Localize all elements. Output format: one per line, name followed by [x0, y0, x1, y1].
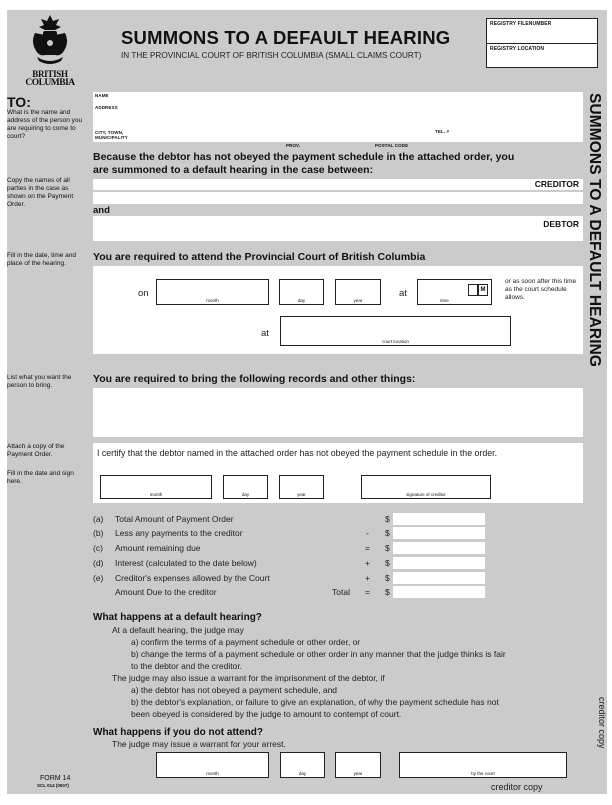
and-label: and	[93, 205, 110, 216]
warrant-intro: The judge may also issue a warrant for the imprisonment of the debtor, if	[112, 673, 385, 683]
absent-heading: What happens if you do not attend?	[93, 727, 263, 738]
day-label: day	[298, 771, 307, 776]
certify-day-input[interactable]	[223, 475, 268, 499]
row-letter: (e)	[93, 573, 104, 583]
court-month-input[interactable]	[156, 752, 269, 778]
row-letter: (c)	[93, 543, 103, 553]
creditor-copy-label: creditor copy	[491, 782, 543, 792]
debtor-field[interactable]	[93, 216, 583, 241]
city-label: CITY, TOWN, MUNICIPALITY	[95, 130, 128, 140]
hearing-month-input[interactable]	[156, 279, 269, 305]
prov-label: PROV.	[286, 143, 301, 148]
year-label: year	[353, 771, 363, 776]
row-label: Total Amount of Payment Order	[115, 514, 234, 524]
bring-input[interactable]	[93, 388, 583, 437]
year-label: year	[353, 298, 363, 303]
at-time-label: at	[399, 288, 407, 299]
attend-block	[93, 266, 583, 354]
warrant-condition-b-line2: been obeyed is considered by the judge to amount to contempt of court.	[131, 709, 402, 719]
creditor-expenses-input[interactable]	[393, 572, 485, 584]
hearing-option-a: a) confirm the terms of a payment schedule or other order, or	[131, 637, 361, 647]
amount-row	[93, 587, 493, 599]
day-label: day	[241, 492, 250, 497]
parties-statement-line2: are summoned to a default hearing in the case between:	[93, 164, 374, 176]
sign-note: Fill in the date and sign here.	[7, 470, 74, 485]
row-letter: (a)	[93, 514, 104, 524]
certify-year-input[interactable]	[279, 475, 324, 499]
form-subtitle: IN THE PROVINCIAL COURT OF BRITISH COLUMBIA (SMALL CLAIMS COURT)	[121, 51, 422, 60]
form-title: SUMMONS TO A DEFAULT HEARING	[121, 27, 451, 48]
amount-row	[93, 558, 493, 570]
time-label: time	[440, 298, 449, 303]
logo-text-british: BRITISH	[32, 69, 68, 79]
parties-note: Copy the names of all parties in the case as shown on the Payment Order.	[7, 177, 74, 208]
row-operator: +	[365, 558, 370, 568]
hearing-time-input[interactable]	[417, 279, 492, 305]
hearing-info-heading: What happens at a default hearing?	[93, 612, 262, 623]
asap-note: or as soon after this time as the court schedule allows.	[505, 278, 577, 301]
row-letter: (d)	[93, 558, 104, 568]
to-heading: TO:	[7, 94, 31, 110]
row-currency: $	[385, 528, 390, 538]
amount-row	[93, 528, 493, 540]
to-note: What is the name and address of the person you are requiring to come to court?	[7, 109, 83, 140]
hearing-option-b-line2: to the debtor and the creditor.	[131, 661, 243, 671]
amount-row	[93, 514, 493, 526]
registry-location-field[interactable]	[487, 44, 597, 68]
bring-heading: You are required to bring the following records and other things:	[93, 373, 416, 385]
form-number: FORM 14	[40, 775, 71, 782]
at-location-label: at	[261, 328, 269, 339]
registry-box	[486, 18, 598, 68]
row-currency: $	[385, 558, 390, 568]
month-label: month	[206, 298, 219, 303]
day-label: day	[297, 298, 306, 303]
attend-note: Fill in the date, time and place of the hearing.	[7, 252, 77, 267]
amount-row	[93, 543, 493, 555]
month-label: month	[206, 771, 219, 776]
row-currency: $	[385, 573, 390, 583]
side-creditor-copy-label: creditor copy	[597, 697, 607, 749]
month-label: month	[149, 492, 163, 497]
creditor-field-line2[interactable]	[93, 192, 583, 204]
row-label: Creditor's expenses allowed by the Court	[115, 573, 270, 583]
parties-statement-line1: Because the debtor has not obeyed the payment schedule in the attached order, you	[93, 151, 515, 163]
row-operator: -	[366, 528, 369, 538]
court-location-input[interactable]	[280, 316, 511, 346]
court-day-input[interactable]	[280, 752, 325, 778]
tel-label: TEL. #	[435, 129, 450, 134]
creditor-field[interactable]	[93, 179, 583, 190]
logo-text-columbia: COLUMBIA	[25, 78, 75, 88]
certify-block	[93, 443, 583, 503]
signature-label: signature of creditor	[406, 492, 446, 497]
bring-note: List what you want the person to bring.	[7, 374, 72, 389]
court-year-input[interactable]	[335, 752, 381, 778]
name-input[interactable]	[93, 98, 583, 106]
warrant-condition-a: a) the debtor has not obeyed a payment schedule, and	[131, 685, 338, 695]
row-label: Amount Due to the creditor	[115, 587, 217, 597]
warrant-condition-b-line1: b) the debtor's explanation, or failure to give an explanation, of why the payment schedule has not	[131, 697, 499, 707]
amount-due-total-input[interactable]	[393, 586, 485, 598]
row-currency: $	[385, 543, 390, 553]
form-code: SCL 014 (0507)	[37, 783, 69, 788]
creditor-signature-input[interactable]	[361, 475, 491, 499]
row-currency: $	[385, 514, 390, 524]
on-label: on	[138, 288, 149, 299]
certify-statement: I certify that the debtor named in the attached order has not obeyed the payment schedule in the order.	[97, 448, 498, 458]
postal-code-label: POSTAL CODE	[375, 143, 409, 148]
am-pm-field[interactable]	[468, 284, 478, 296]
summons-form	[7, 10, 607, 794]
by-court-label: by the court	[471, 771, 495, 776]
payments-to-creditor-input[interactable]	[393, 527, 485, 539]
attach-note: Attach a copy of the Payment Order.	[7, 443, 65, 458]
registry-file-number-field[interactable]	[487, 19, 597, 44]
total-payment-order-input[interactable]	[393, 513, 485, 525]
registry-location-label: REGISTRY LOCATION	[490, 46, 545, 52]
hearing-year-input[interactable]	[335, 279, 381, 305]
row-operator: +	[365, 573, 370, 583]
row-letter: (b)	[93, 528, 104, 538]
row-label: Less any payments to the creditor	[115, 528, 243, 538]
hearing-option-b-line1: b) change the terms of a payment schedule or other order in any manner that the judge thinks is fair	[131, 649, 506, 659]
registry-file-number-label: REGISTRY FILENUMBER	[490, 21, 552, 27]
attend-heading: You are required to attend the Provincial Court of British Columbia	[93, 251, 426, 263]
row-operator: =	[365, 543, 370, 553]
row-label: Interest (calculated to the date below)	[115, 558, 257, 568]
meridiem-label: M	[478, 284, 488, 296]
coat-of-arms-icon	[21, 13, 79, 65]
court-signature-input[interactable]	[399, 752, 567, 778]
address-input[interactable]	[93, 111, 583, 131]
court-location-label: court location	[382, 339, 409, 344]
row-operator: =	[365, 587, 370, 597]
hearing-intro: At a default hearing, the judge may	[112, 625, 244, 635]
year-label: year	[297, 492, 306, 497]
amount-remaining-input[interactable]	[393, 542, 485, 554]
to-address-block	[93, 92, 583, 142]
vertical-title: SUMMONS TO A DEFAULT HEARING	[586, 93, 603, 368]
creditor-label: CREDITOR	[534, 179, 579, 189]
debtor-label: DEBTOR	[543, 219, 579, 229]
interest-input[interactable]	[393, 557, 485, 569]
name-label: NAME	[95, 93, 109, 98]
address-label: ADDRESS	[95, 105, 118, 110]
row-label: Amount remaining due	[115, 543, 201, 553]
hearing-day-input[interactable]	[279, 279, 324, 305]
absent-text: The judge may issue a warrant for your arrest.	[112, 739, 286, 749]
row-currency: $	[385, 587, 390, 597]
row-total: Total	[332, 587, 350, 597]
amount-row	[93, 573, 493, 585]
certify-month-input[interactable]	[100, 475, 212, 499]
bc-logo	[21, 13, 79, 89]
